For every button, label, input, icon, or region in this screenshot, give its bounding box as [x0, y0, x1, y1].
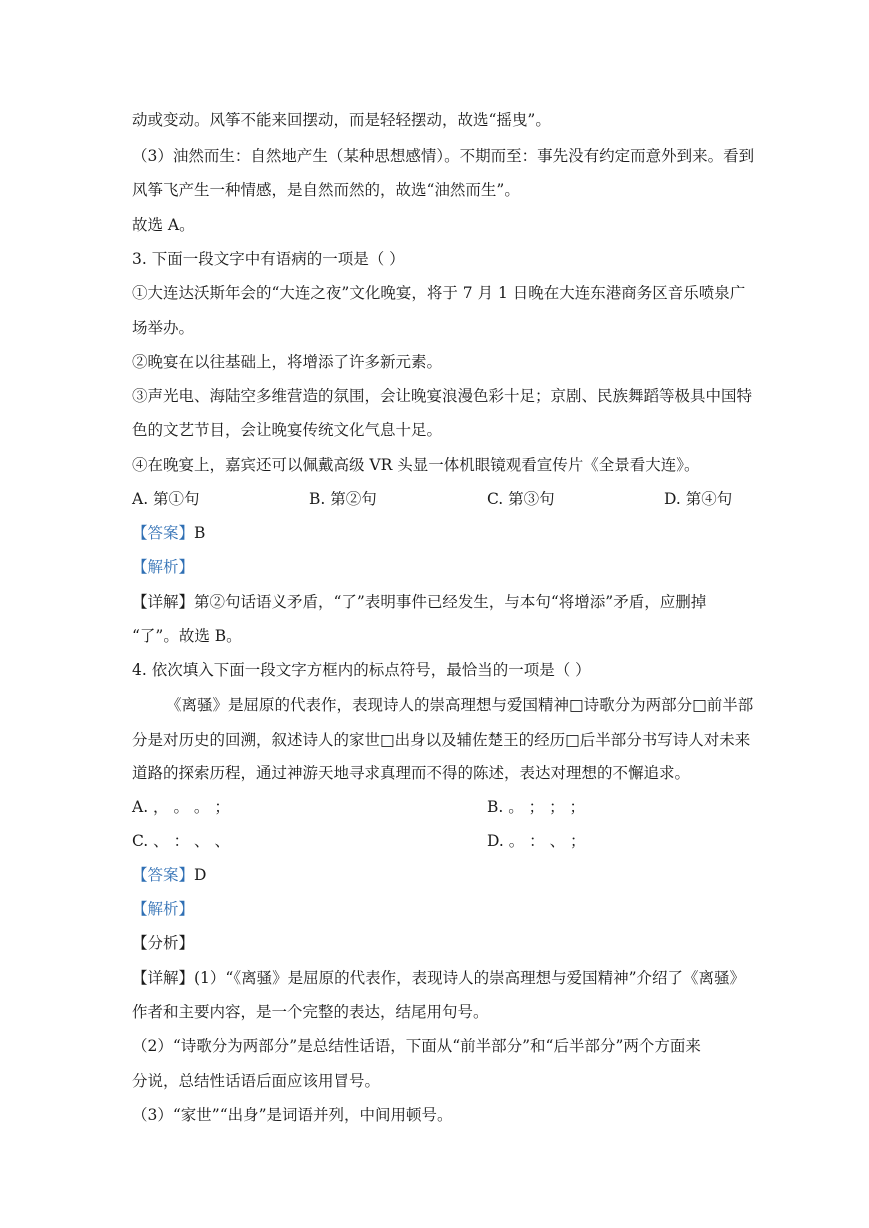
question-4-stem: 4. 依次填入下面一段文字方框内的标点符号，最恰当的一项是（ ）	[132, 661, 591, 679]
q3-option-b: B. 第②句	[309, 490, 377, 508]
detail-line: 【详解】第②句话语义矛盾，“了”表明事件已经发生，与本句“将增添”矛盾，应删掉	[132, 593, 707, 611]
answer-tag: 【答案】	[132, 866, 195, 884]
q3-option-c: C. 第③句	[487, 490, 555, 508]
sentence-1-cont: 场举办。	[132, 319, 195, 337]
sentence-2: ②晚宴在以往基础上，将增添了许多新元素。	[132, 353, 443, 371]
q4-option-a: A. ， 。 。 ；	[132, 798, 230, 816]
q4-option-d: D. 。 ： 、 ；	[487, 832, 586, 850]
question-3-stem: 3. 下面一段文字中有语病的一项是（ ）	[132, 250, 405, 268]
fenxi-tag: 【分析】	[132, 934, 195, 952]
analysis-tag: 【解析】	[132, 900, 195, 918]
answer-tag: 【答案】	[132, 524, 195, 542]
sentence-3: ③声光电、海陆空多维营造的氛围，会让晚宴浪漫色彩十足；京剧、民族舞蹈等极具中国特	[132, 387, 753, 405]
passage-line: 《离骚》是屈原的代表作，表现诗人的崇高理想与爱国精神□诗歌分为两部分□前半部	[166, 696, 754, 714]
answer-line	[132, 865, 206, 885]
q3-option-d: D. 第④句	[664, 490, 733, 508]
q3-option-a: A. 第①句	[132, 490, 200, 508]
detail-line: （2）“诗歌分为两部分”是总结性话语，下面从“前半部分”和“后半部分”两个方面来	[132, 1037, 701, 1055]
sentence-1: ①大连达沃斯年会的“大连之夜”文化晚宴，将于 7 月 1 日晚在大连东港商务区音乐喷泉广	[132, 284, 746, 302]
detail-line: 【详解】(1）“《离骚》是屈原的代表作，表现诗人的崇高理想与爱国精神”介绍了《离骚》	[132, 969, 746, 987]
sentence-3-cont: 色的文艺节目，会让晚宴传统文化气息十足。	[132, 421, 443, 439]
text-line: 风筝飞产生一种情感，是自然而然的，故选“油然而生”。	[132, 181, 520, 199]
answer-value: B	[194, 524, 206, 542]
sentence-4: ④在晚宴上，嘉宾还可以佩戴高级 VR 头显一体机眼镜观看宣传片《全景看大连》。	[132, 456, 700, 474]
text-line: （3）油然而生：自然地产生（某种思想感情）。不期而至：事先没有约定而意外到来。看到	[132, 147, 755, 165]
answer-value: D	[194, 866, 207, 884]
text-line: 动或变动。风筝不能来回摆动，而是轻轻摆动，故选“摇曳”。	[132, 111, 551, 129]
q4-option-c: C. 、 ： 、 、	[132, 832, 230, 850]
q4-option-b: B. 。 ； ； ；	[487, 798, 586, 816]
detail-line: 分说，总结性话语后面应该用冒号。	[132, 1072, 381, 1090]
detail-line: “了”。故选 B。	[132, 627, 242, 645]
answer-line	[132, 523, 205, 543]
detail-line: （3）“家世”“出身”是词语并列，中间用顿号。	[132, 1106, 453, 1124]
passage-line: 分是对历史的回溯，叙述诗人的家世□出身以及辅佐楚王的经历□后半部分书写诗人对未来	[132, 731, 751, 749]
detail-line: 作者和主要内容，是一个完整的表达，结尾用句号。	[132, 1003, 489, 1021]
text-line: 故选 A。	[132, 216, 195, 234]
passage-line: 道路的探索历程，通过神游天地寻求真理而不得的陈述，表达对理想的不懈追求。	[132, 764, 691, 782]
analysis-tag: 【解析】	[132, 558, 195, 576]
